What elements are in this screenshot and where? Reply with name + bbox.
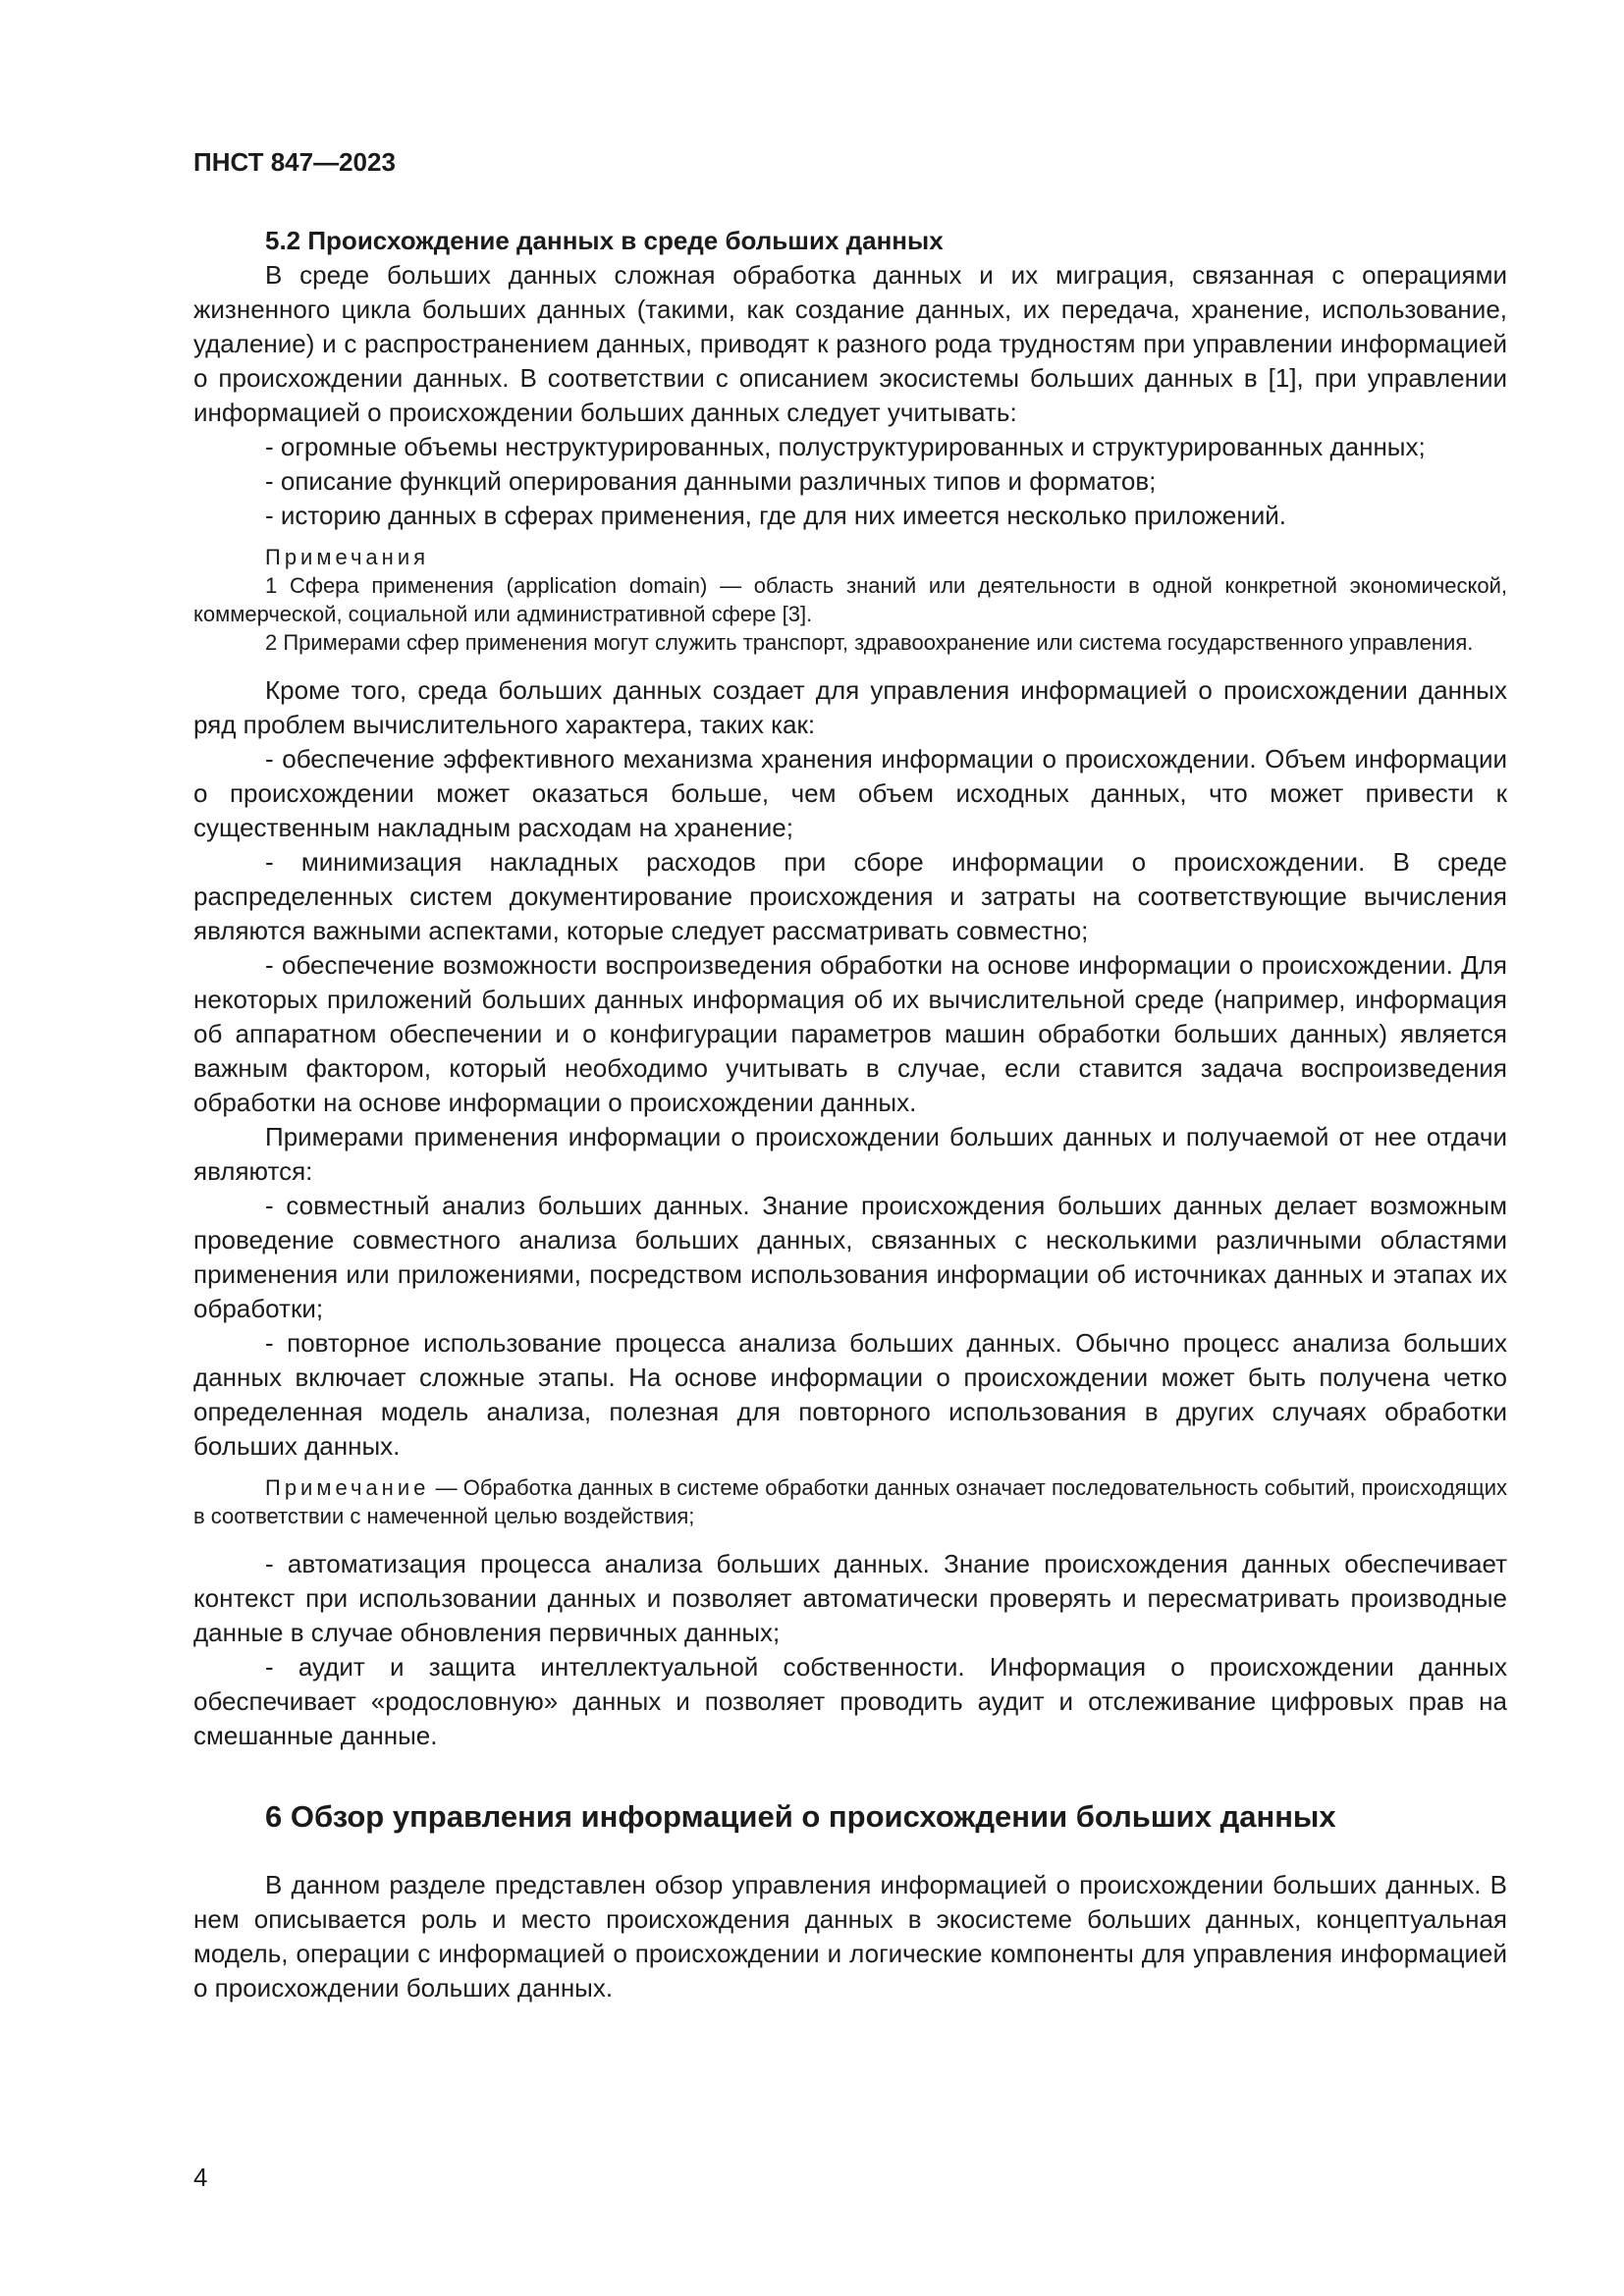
list-item: - обеспечение эффективного механизма хранения информации о происхождении. Объем информации о происхождении может оказаться больше, чем объем исходных данных, что может привести к существенным накладным расходам на хранение;: [193, 744, 1507, 842]
notes-title: Примечания: [265, 545, 430, 569]
list-item: - обеспечение возможности воспроизведения обработки на основе информации о происхождении. Для некоторых приложений больших данных информация об их вычислительной среде (например, информация об аппаратном обеспечении и о конфигурации параметров машин обработки больших данных) является важным фактором, который необходимо учитывать в случае, если ставится задача воспроизведения обработки на основе информации о происхождении данных.: [193, 950, 1507, 1117]
note-item: 1 Сфера применения (application domain) — область знаний или деятельности в одной конкретной экономической, коммерческой, социальной или административной сфере [3].: [193, 573, 1507, 626]
list-item: - минимизация накладных расходов при сборе информации о происхождении. В среде распределенных систем документирование происхождения и затраты на соответствующие вычисления являются важными аспектами, которые следует рассматривать совместно;: [193, 847, 1507, 945]
list-item: - совместный анализ больших данных. Знание происхождения больших данных делает возможным проведение совместного анализа больших данных, связанных с несколькими различными областями применения или приложениями, посредством использования информации об источниках данных и этапах их обработки;: [193, 1191, 1507, 1323]
note-text: — Обработка данных в системе обработки данных означает последовательность событий, происходящих в соответствии с намеченной целью воздействия;: [193, 1475, 1507, 1528]
list-item: - огромные объемы неструктурированных, полуструктурированных и структурированных данных;: [265, 432, 1426, 461]
list-item: - аудит и защита интеллектуальной собственности. Информация о происхождении данных обеспечивает «родословную» данных и позволяет проводить аудит и отслеживание цифровых прав на смешанные данные.: [193, 1652, 1507, 1750]
note-item: 2 Примерами сфер применения могут служить транспорт, здравоохранение или система государственного управления.: [265, 630, 1474, 655]
list-item: - автоматизация процесса анализа больших данных. Знание происхождения данных обеспечивает контекст при использовании данных и позволяет автоматически проверять и пересматривать производные данные в случае обновления первичных данных;: [193, 1549, 1507, 1647]
paragraph: В данном разделе представлен обзор управления информацией о происхождении больших данных. В нем описывается роль и место происхождения данных в экосистеме больших данных, концептуальная модель, операции с информацией о происхождении и логические компоненты для управления информацией о происхождении больших данных.: [193, 1870, 1507, 2002]
subsection-heading-5-2: 5.2 Происхождение данных в среде больших данных: [265, 226, 944, 255]
paragraph: В среде больших данных сложная обработка данных и их миграция, связанная с операциями жизненного цикла больших данных (такими, как создание данных, их передача, хранение, использование, удаление) и с распространением данных, приводят к разного рода трудностям при управлении информацией о происхождении данных. В соответствии с описанием экосистемы больших данных в [1], при управлении информацией о происхождении больших данных следует учитывать:: [193, 260, 1507, 427]
note-label: Примечание: [265, 1475, 430, 1500]
list-item: - историю данных в сферах применения, где для них имеется несколько приложений.: [265, 501, 1287, 530]
section-heading-6: 6 Обзор управления информацией о происхождении больших данных: [265, 1799, 1336, 1834]
list-item: - повторное использование процесса анализа больших данных. Обычно процесс анализа больших данных включает сложные этапы. На основе информации о происхождении может быть получена четко определенная модель анализа, полезная для повторного использования в других случаях обработки больших данных.: [193, 1328, 1507, 1461]
page-number: 4: [193, 2163, 208, 2192]
list-item: - описание функций оперирования данными различных типов и форматов;: [265, 466, 1157, 496]
document-code: ПНСТ 847—2023: [193, 147, 396, 177]
paragraph: Примерами применения информации о происхождении больших данных и получаемой от нее отдачи являются:: [193, 1122, 1507, 1186]
note-inline: [193, 1473, 1507, 1530]
paragraph: Кроме того, среда больших данных создает для управления информацией о происхождении данных ряд проблем вычислительного характера, таких как:: [193, 675, 1507, 739]
content-column: [193, 224, 1507, 2005]
